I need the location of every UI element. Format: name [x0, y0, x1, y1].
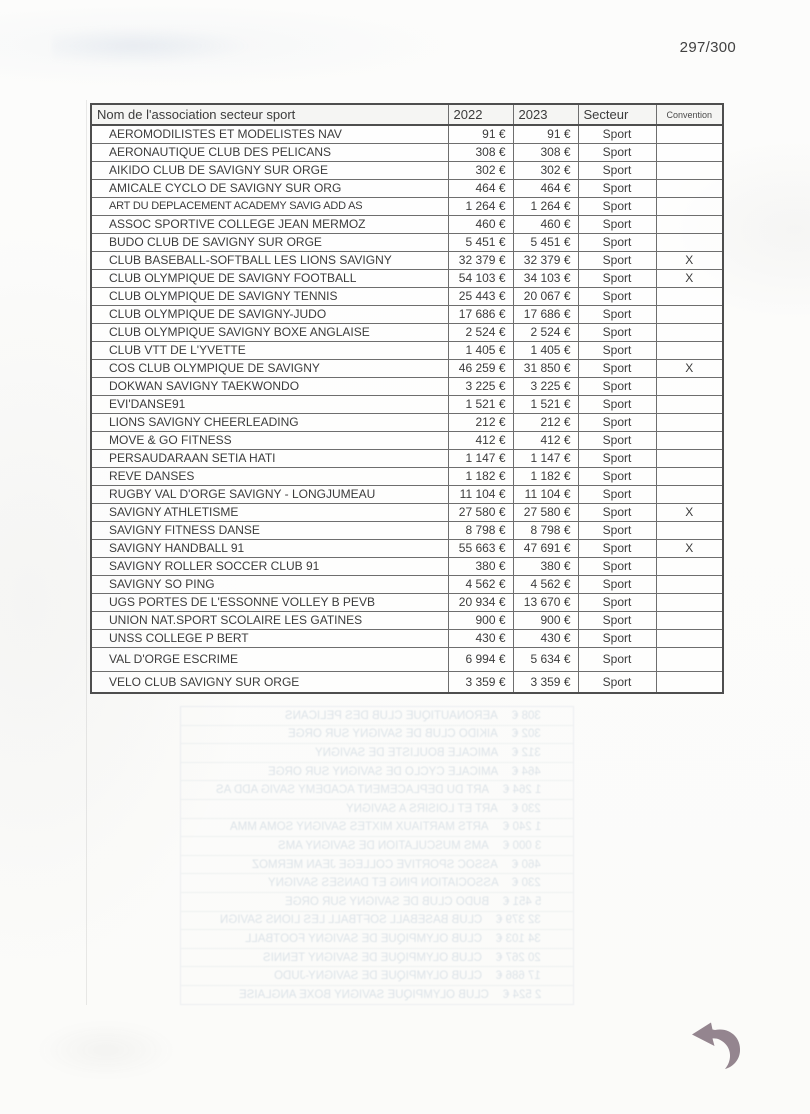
cell-association-name: AERONAUTIQUE CLUB DES PELICANS	[91, 144, 448, 162]
bleed-association-name: CLUB BASEBALL SOFTBALL LES LIONS SAVIGN	[219, 914, 483, 927]
cell-association-name: LIONS SAVIGNY CHEERLEADING	[91, 414, 448, 432]
cell-association-name: COS CLUB OLYMPIQUE DE SAVIGNY	[91, 360, 448, 378]
cell-sector: Sport	[578, 486, 656, 504]
cell-amount-2023: 1 521 €	[513, 396, 578, 414]
bleed-amount: 312 €	[512, 746, 541, 759]
cell-amount-2022: 2 524 €	[448, 324, 513, 342]
cell-sector: Sport	[578, 198, 656, 216]
cell-association-name: AMICALE CYCLO DE SAVIGNY SUR ORG	[91, 180, 448, 198]
bleed-amount: 17 686 €	[496, 970, 541, 983]
bleed-amount: 5 451 €	[502, 895, 541, 908]
cell-amount-2023: 3 225 €	[513, 378, 578, 396]
cell-association-name: CLUB OLYMPIQUE DE SAVIGNY-JUDO	[91, 306, 448, 324]
cell-sector: Sport	[578, 522, 656, 540]
table-row	[91, 504, 723, 522]
cell-amount-2022: 212 €	[448, 414, 513, 432]
bleed-association-name: BUDO CLUB DE SAVIGNY SUR ORGE	[284, 895, 489, 908]
bleed-association-name: AERONAUTIQUE CLUB DES PELICANS	[285, 709, 499, 722]
bleed-through-row	[181, 800, 573, 819]
cell-sector: Sport	[578, 630, 656, 648]
cell-amount-2022: 3 359 €	[448, 672, 513, 694]
table-row	[91, 270, 723, 288]
bleed-amount: 34 103 €	[496, 932, 541, 945]
bleed-through-row	[181, 930, 573, 949]
cell-amount-2023: 1 147 €	[513, 450, 578, 468]
bleed-through-row	[181, 893, 573, 912]
table-row	[91, 672, 723, 694]
cell-sector: Sport	[578, 306, 656, 324]
cell-amount-2023: 212 €	[513, 414, 578, 432]
cell-convention-mark	[656, 234, 723, 252]
cell-convention-mark	[656, 378, 723, 396]
table-row	[91, 252, 723, 270]
cell-sector: Sport	[578, 324, 656, 342]
cell-convention-mark: X	[656, 504, 723, 522]
cell-amount-2022: 91 €	[448, 125, 513, 144]
cell-association-name: VELO CLUB SAVIGNY SUR ORGE	[91, 672, 448, 694]
table-row	[91, 306, 723, 324]
cell-association-name: EVI'DANSE91	[91, 396, 448, 414]
cell-amount-2023: 460 €	[513, 216, 578, 234]
cell-amount-2023: 27 580 €	[513, 504, 578, 522]
cell-convention-mark	[656, 216, 723, 234]
cell-association-name: CLUB OLYMPIQUE DE SAVIGNY FOOTBALL	[91, 270, 448, 288]
cell-association-name: ASSOC SPORTIVE COLLEGE JEAN MERMOZ	[91, 216, 448, 234]
cell-convention-mark: X	[656, 252, 723, 270]
table-row	[91, 162, 723, 180]
cell-association-name: CLUB VTT DE L'YVETTE	[91, 342, 448, 360]
cell-amount-2022: 8 798 €	[448, 522, 513, 540]
cell-convention-mark	[656, 125, 723, 144]
cell-convention-mark	[656, 180, 723, 198]
cell-amount-2023: 1 182 €	[513, 468, 578, 486]
bleed-through-row	[181, 726, 573, 745]
cell-convention-mark	[656, 630, 723, 648]
cell-amount-2022: 302 €	[448, 162, 513, 180]
cell-sector: Sport	[578, 558, 656, 576]
cell-association-name: UNION NAT.SPORT SCOLAIRE LES GATINES	[91, 612, 448, 630]
table-row	[91, 342, 723, 360]
cell-amount-2023: 32 379 €	[513, 252, 578, 270]
table-row	[91, 522, 723, 540]
cell-association-name: SAVIGNY ROLLER SOCCER CLUB 91	[91, 558, 448, 576]
cell-amount-2022: 5 451 €	[448, 234, 513, 252]
bleed-through-row	[181, 874, 573, 893]
table-row	[91, 540, 723, 558]
cell-convention-mark	[656, 396, 723, 414]
cell-amount-2022: 430 €	[448, 630, 513, 648]
bleed-through-row	[181, 837, 573, 856]
cell-amount-2023: 380 €	[513, 558, 578, 576]
cell-convention-mark: X	[656, 360, 723, 378]
table-row	[91, 414, 723, 432]
cell-association-name: UGS PORTES DE L'ESSONNE VOLLEY B PEVB	[91, 594, 448, 612]
cell-amount-2023: 8 798 €	[513, 522, 578, 540]
bleed-amount: 460 €	[512, 858, 541, 871]
cell-amount-2022: 900 €	[448, 612, 513, 630]
bleed-amount: 1 264 €	[502, 784, 541, 797]
cell-amount-2023: 430 €	[513, 630, 578, 648]
bleed-through-row	[181, 967, 573, 986]
cell-association-name: MOVE & GO FITNESS	[91, 432, 448, 450]
cell-amount-2022: 308 €	[448, 144, 513, 162]
cell-convention-mark	[656, 342, 723, 360]
cell-association-name: DOKWAN SAVIGNY TAEKWONDO	[91, 378, 448, 396]
bleed-association-name: AMICALE BOULISTE DE SAVIGNY	[315, 746, 499, 759]
cell-amount-2023: 20 067 €	[513, 288, 578, 306]
table-row	[91, 216, 723, 234]
cell-amount-2023: 11 104 €	[513, 486, 578, 504]
bleed-association-name: ASSOC SPORTIVE COLLEGE JEAN MERMOZ	[252, 858, 499, 871]
cell-amount-2022: 412 €	[448, 432, 513, 450]
header-secteur: Secteur	[578, 104, 656, 125]
cell-amount-2022: 32 379 €	[448, 252, 513, 270]
table-row	[91, 360, 723, 378]
cell-association-name: SAVIGNY HANDBALL 91	[91, 540, 448, 558]
bleed-association-name: CLUB OLYMPIQUE DE SAVIGNY TENNIS	[263, 951, 483, 964]
cell-amount-2023: 302 €	[513, 162, 578, 180]
bleed-association-name: CLUB OLYMPIQUE DE SAVIGNY FOOTBALL	[245, 932, 483, 945]
cell-convention-mark	[656, 432, 723, 450]
cell-convention-mark	[656, 144, 723, 162]
cell-convention-mark	[656, 468, 723, 486]
cell-amount-2023: 308 €	[513, 144, 578, 162]
cell-convention-mark	[656, 288, 723, 306]
cell-association-name: RUGBY VAL D'ORGE SAVIGNY - LONGJUMEAU	[91, 486, 448, 504]
table-row	[91, 594, 723, 612]
cell-sector: Sport	[578, 432, 656, 450]
cell-amount-2022: 3 225 €	[448, 378, 513, 396]
scan-smudge	[36, 1020, 176, 1080]
cell-amount-2023: 900 €	[513, 612, 578, 630]
bleed-through-table	[180, 706, 574, 1005]
cell-amount-2022: 20 934 €	[448, 594, 513, 612]
cell-association-name: CLUB OLYMPIQUE DE SAVIGNY TENNIS	[91, 288, 448, 306]
cell-association-name: SAVIGNY SO PING	[91, 576, 448, 594]
table-row	[91, 648, 723, 672]
table-row	[91, 576, 723, 594]
cell-amount-2022: 46 259 €	[448, 360, 513, 378]
cell-association-name: SAVIGNY ATHLETISME	[91, 504, 448, 522]
bleed-association-name: ASSOCIATION PING ET DANSES SAVIGNY	[267, 877, 499, 890]
cell-sector: Sport	[578, 378, 656, 396]
cell-association-name: SAVIGNY FITNESS DANSE	[91, 522, 448, 540]
bleed-association-name: ART ET LOISIRS A SAVIGNY	[346, 802, 499, 815]
cell-convention-mark	[656, 306, 723, 324]
cell-amount-2023: 464 €	[513, 180, 578, 198]
cell-sector: Sport	[578, 414, 656, 432]
bleed-amount: 464 €	[512, 765, 541, 778]
bleed-through-row	[181, 912, 573, 931]
cell-convention-mark	[656, 612, 723, 630]
bleed-association-name: AMICALE CYCLO DE SAVIGNY SUR ORGE	[267, 765, 499, 778]
bleed-association-name: AIKIDO CLUB DE SAVIGNY SUR ORGE	[288, 728, 499, 741]
cell-convention-mark: X	[656, 540, 723, 558]
cell-convention-mark	[656, 672, 723, 694]
table-row	[91, 180, 723, 198]
cell-amount-2022: 1 521 €	[448, 396, 513, 414]
bleed-amount: 230 €	[512, 802, 541, 815]
bleed-through-row	[181, 781, 573, 800]
table-row	[91, 198, 723, 216]
cell-sector: Sport	[578, 672, 656, 694]
cell-sector: Sport	[578, 540, 656, 558]
cell-sector: Sport	[578, 612, 656, 630]
bleed-amount: 2 524 €	[502, 989, 541, 1002]
cell-sector: Sport	[578, 216, 656, 234]
cell-amount-2023: 1 264 €	[513, 198, 578, 216]
cell-association-name: UNSS COLLEGE P BERT	[91, 630, 448, 648]
cell-convention-mark	[656, 162, 723, 180]
scan-smudge	[52, 26, 252, 66]
cell-sector: Sport	[578, 234, 656, 252]
cell-sector: Sport	[578, 180, 656, 198]
cell-association-name: REVE DANSES	[91, 468, 448, 486]
cell-sector: Sport	[578, 270, 656, 288]
bleed-amount: 1 240 €	[502, 821, 541, 834]
cell-convention-mark	[656, 648, 723, 672]
cell-amount-2023: 91 €	[513, 125, 578, 144]
cell-amount-2022: 11 104 €	[448, 486, 513, 504]
cell-amount-2023: 1 405 €	[513, 342, 578, 360]
cell-association-name: AEROMODILISTES ET MODELISTES NAV	[91, 125, 448, 144]
header-2022: 2022	[448, 104, 513, 125]
bleed-through-row	[181, 763, 573, 782]
table-row	[91, 630, 723, 648]
cell-association-name: CLUB BASEBALL-SOFTBALL LES LIONS SAVIGNY	[91, 252, 448, 270]
cell-association-name: PERSAUDARAAN SETIA HATI	[91, 450, 448, 468]
subsidy-table	[90, 103, 724, 694]
bleed-association-name: ART DU DEPLACEMENT ACADEMY SAVIG ADD AS	[215, 784, 489, 797]
cell-association-name: ART DU DEPLACEMENT ACADEMY SAVIG ADD AS	[91, 198, 448, 216]
bleed-through-row	[181, 986, 573, 1005]
bleed-association-name: AMS MUSCULATION DE SAVIGNY AMS	[277, 839, 489, 852]
cell-amount-2022: 1 405 €	[448, 342, 513, 360]
bleed-amount: 308 €	[512, 709, 541, 722]
scan-edge-line	[86, 100, 87, 1005]
bleed-through-row	[181, 707, 573, 726]
cell-amount-2022: 1 147 €	[448, 450, 513, 468]
cell-amount-2022: 25 443 €	[448, 288, 513, 306]
cell-amount-2023: 47 691 €	[513, 540, 578, 558]
cell-sector: Sport	[578, 576, 656, 594]
cell-convention-mark	[656, 414, 723, 432]
cell-amount-2023: 34 103 €	[513, 270, 578, 288]
cell-amount-2022: 4 562 €	[448, 576, 513, 594]
cell-amount-2022: 6 994 €	[448, 648, 513, 672]
cell-sector: Sport	[578, 125, 656, 144]
cell-sector: Sport	[578, 648, 656, 672]
cell-association-name: AIKIDO CLUB DE SAVIGNY SUR ORGE	[91, 162, 448, 180]
cell-amount-2023: 13 670 €	[513, 594, 578, 612]
cell-amount-2023: 412 €	[513, 432, 578, 450]
cell-amount-2022: 464 €	[448, 180, 513, 198]
cell-convention-mark	[656, 594, 723, 612]
table-row	[91, 288, 723, 306]
table-row	[91, 468, 723, 486]
cell-convention-mark	[656, 558, 723, 576]
cell-amount-2022: 54 103 €	[448, 270, 513, 288]
cell-sector: Sport	[578, 342, 656, 360]
bleed-association-name: CLUB OLYMPIQUE DE SAVIGNY-JUDO	[274, 970, 483, 983]
table-row	[91, 378, 723, 396]
header-convention: Convention	[656, 104, 723, 125]
bleed-through-row	[181, 856, 573, 875]
cell-amount-2022: 55 663 €	[448, 540, 513, 558]
cell-amount-2023: 5 634 €	[513, 648, 578, 672]
bleed-amount: 20 267 €	[496, 951, 541, 964]
cell-sector: Sport	[578, 360, 656, 378]
table-row	[91, 486, 723, 504]
cell-sector: Sport	[578, 450, 656, 468]
cell-sector: Sport	[578, 288, 656, 306]
table-row	[91, 125, 723, 144]
table-row	[91, 558, 723, 576]
cell-amount-2022: 27 580 €	[448, 504, 513, 522]
bleed-through-row	[181, 949, 573, 968]
curved-arrow-icon	[686, 1018, 748, 1072]
cell-convention-mark	[656, 324, 723, 342]
cell-sector: Sport	[578, 396, 656, 414]
cell-sector: Sport	[578, 162, 656, 180]
table-row	[91, 234, 723, 252]
cell-sector: Sport	[578, 504, 656, 522]
cell-amount-2023: 31 850 €	[513, 360, 578, 378]
cell-convention-mark	[656, 576, 723, 594]
cell-amount-2023: 17 686 €	[513, 306, 578, 324]
cell-convention-mark	[656, 486, 723, 504]
cell-sector: Sport	[578, 594, 656, 612]
header-association-name: Nom de l'association secteur sport	[91, 104, 448, 125]
cell-amount-2023: 4 562 €	[513, 576, 578, 594]
bleed-association-name: CLUB OLYMPIQUE SAVIGNY BOXE ANGLAISE	[238, 989, 489, 1002]
cell-association-name: BUDO CLUB DE SAVIGNY SUR ORGE	[91, 234, 448, 252]
cell-amount-2023: 2 524 €	[513, 324, 578, 342]
cell-convention-mark	[656, 522, 723, 540]
bleed-amount: 32 379 €	[496, 914, 541, 927]
cell-convention-mark	[656, 450, 723, 468]
cell-amount-2022: 1 264 €	[448, 198, 513, 216]
cell-sector: Sport	[578, 144, 656, 162]
header-2023: 2023	[513, 104, 578, 125]
cell-amount-2023: 5 451 €	[513, 234, 578, 252]
table-header-row	[91, 104, 723, 125]
table-row	[91, 612, 723, 630]
table-row	[91, 432, 723, 450]
cell-association-name: CLUB OLYMPIQUE SAVIGNY BOXE ANGLAISE	[91, 324, 448, 342]
cell-amount-2022: 380 €	[448, 558, 513, 576]
cell-convention-mark	[656, 198, 723, 216]
page-number: 297/300	[679, 39, 736, 56]
cell-sector: Sport	[578, 252, 656, 270]
cell-amount-2022: 17 686 €	[448, 306, 513, 324]
bleed-through-row	[181, 744, 573, 763]
bleed-through-row	[181, 819, 573, 838]
bleed-amount: 302 €	[512, 728, 541, 741]
bleed-association-name: ARTS MARTIAUX MIXTES SAVIGNY SOMA MMA	[230, 821, 489, 834]
table-row	[91, 324, 723, 342]
table-row	[91, 144, 723, 162]
bleed-amount: 3 000 €	[502, 839, 541, 852]
cell-convention-mark: X	[656, 270, 723, 288]
bleed-amount: 230 €	[512, 877, 541, 890]
cell-amount-2022: 1 182 €	[448, 468, 513, 486]
cell-sector: Sport	[578, 468, 656, 486]
cell-amount-2023: 3 359 €	[513, 672, 578, 694]
table-row	[91, 450, 723, 468]
cell-association-name: VAL D'ORGE ESCRIME	[91, 648, 448, 672]
cell-amount-2022: 460 €	[448, 216, 513, 234]
table-row	[91, 396, 723, 414]
